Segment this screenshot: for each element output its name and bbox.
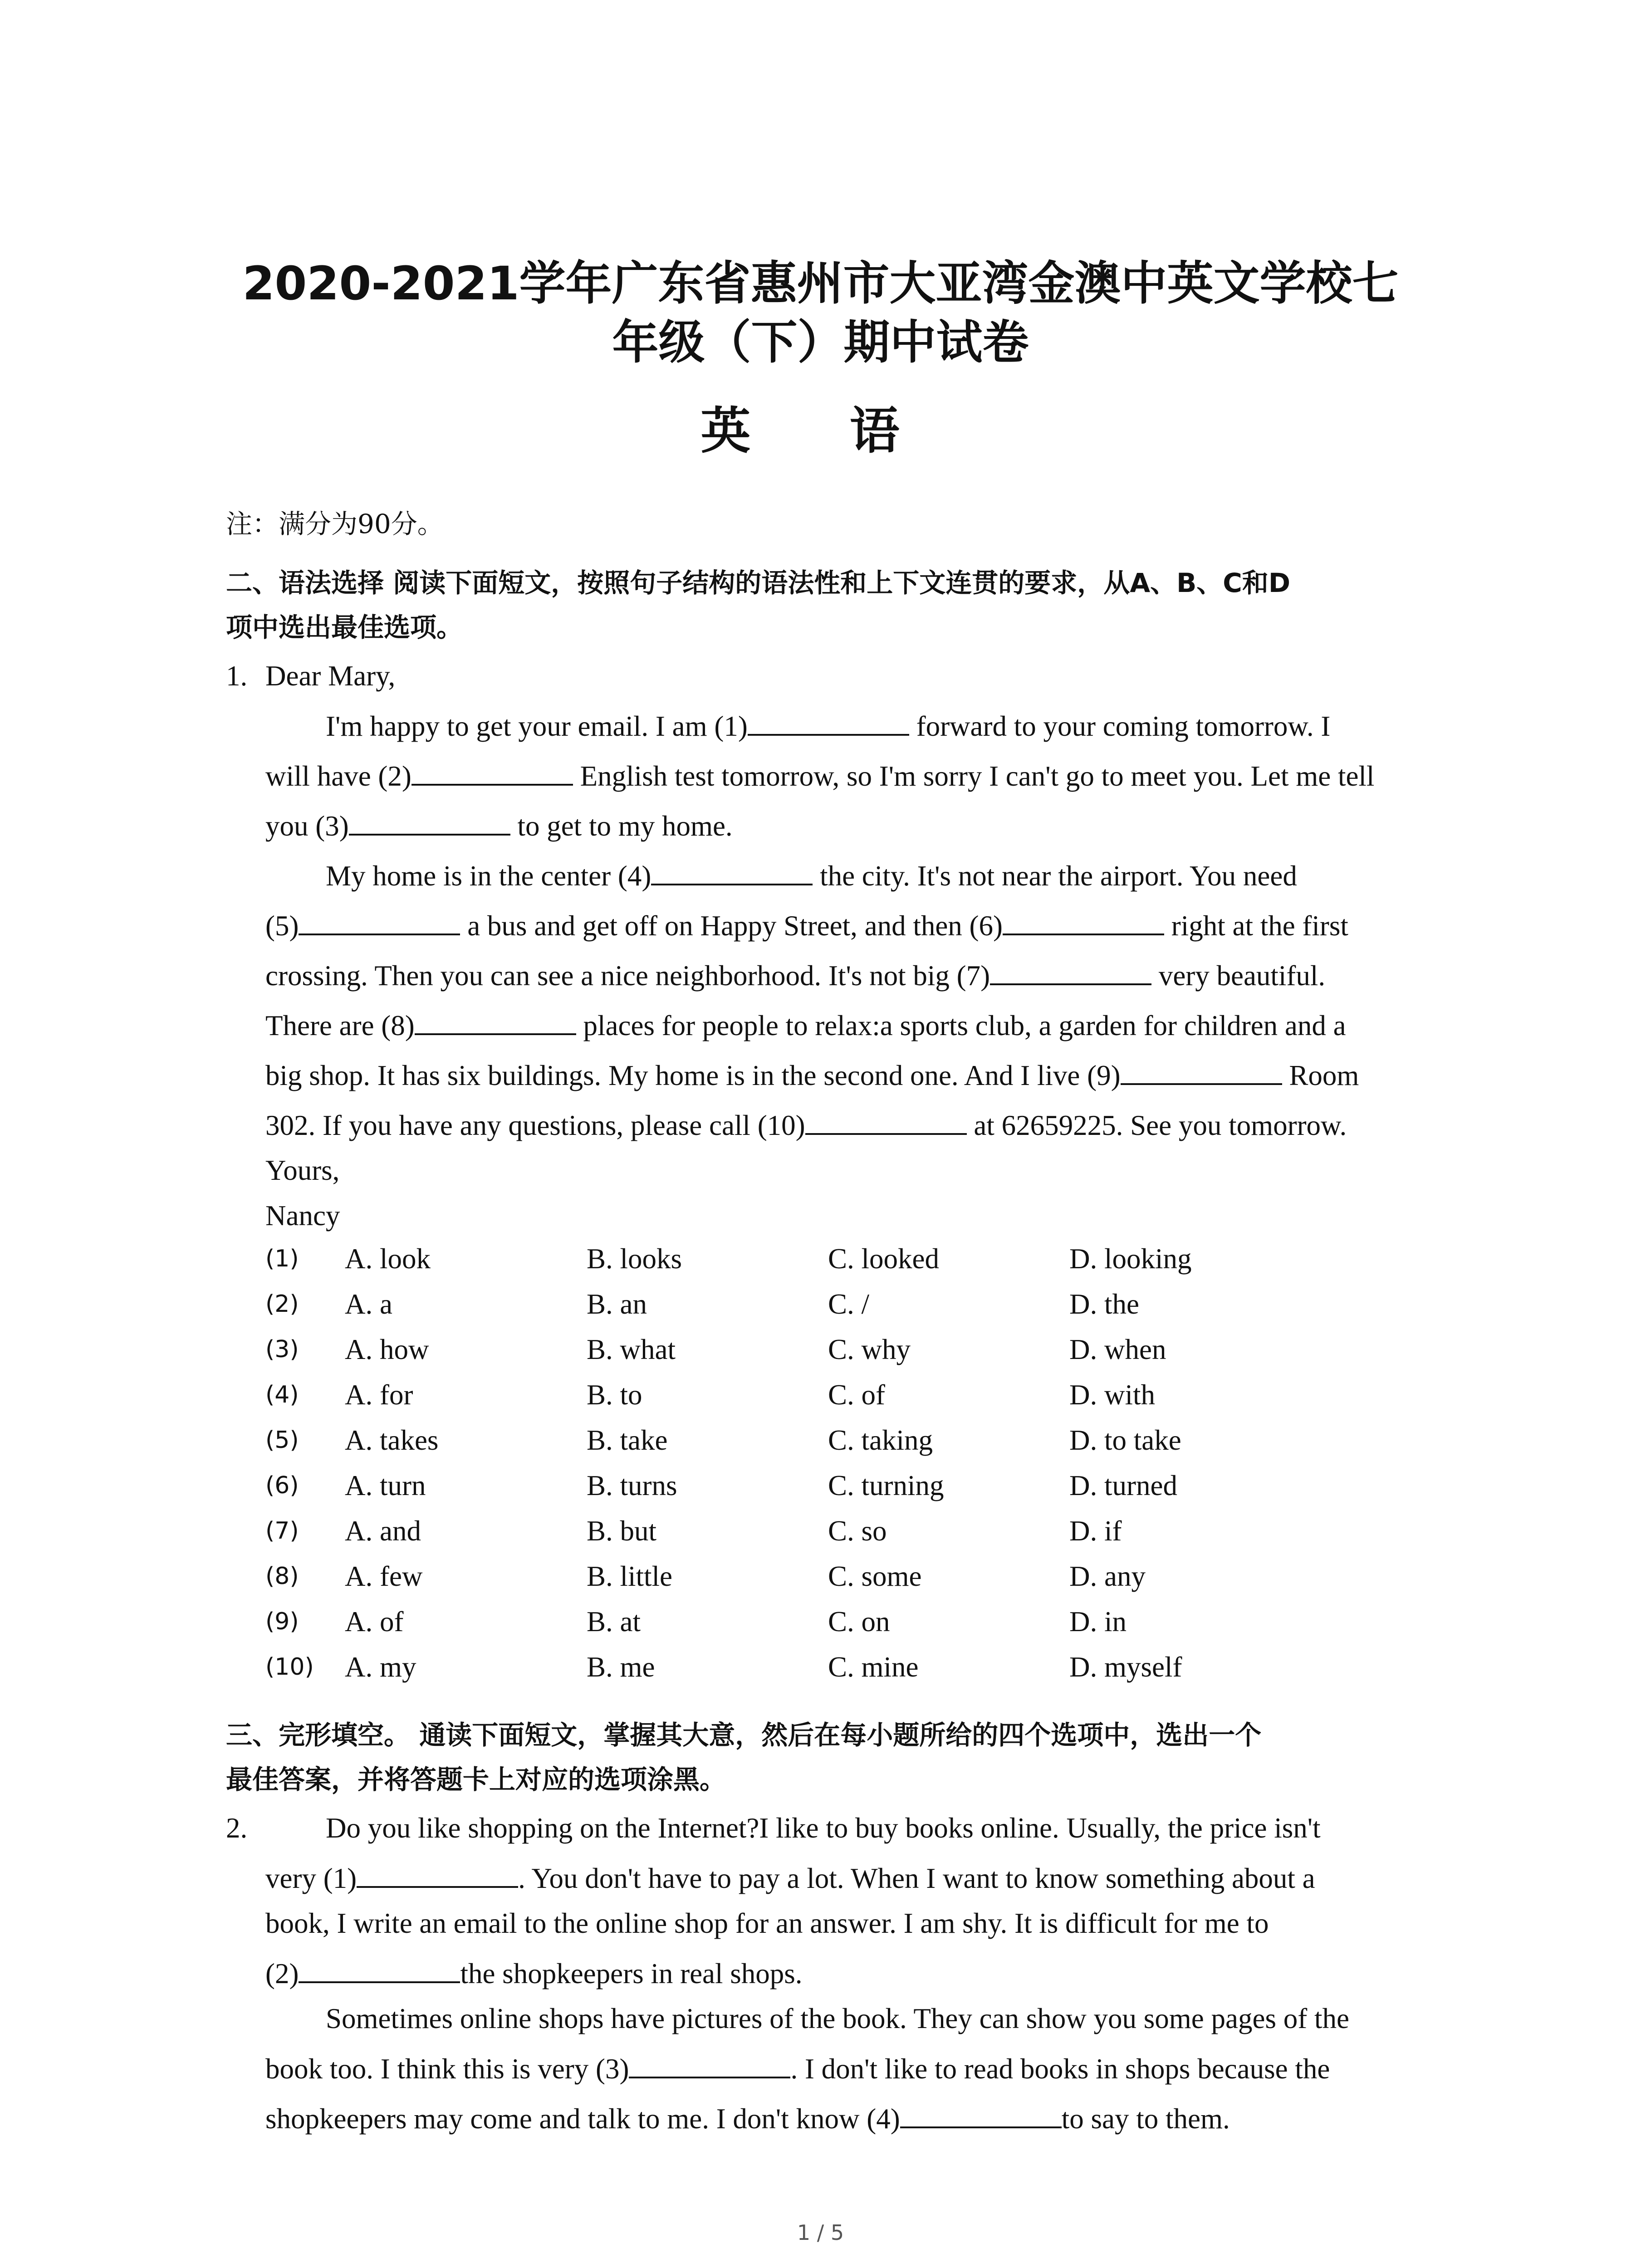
- option-d: D. to take: [1069, 1424, 1181, 1456]
- option-b: B. take: [587, 1424, 668, 1456]
- answer-blank: [900, 2100, 1062, 2128]
- letter-closing: Yours,: [265, 1154, 340, 1186]
- option-b: B. an: [587, 1288, 647, 1320]
- letter-signature: Nancy: [265, 1200, 340, 1232]
- passage-line: (2) the shopkeepers in real shops.: [265, 1955, 803, 1992]
- letter-greeting: Dear Mary,: [265, 660, 396, 692]
- answer-blank: [629, 2050, 790, 2078]
- passage-line: very (1) . You don't have to pay a lot. When I want to know something about a: [265, 1860, 1315, 1897]
- option-b: B. turns: [587, 1470, 677, 1501]
- answer-blank: [349, 807, 510, 836]
- option-b: B. what: [587, 1334, 676, 1365]
- passage-line: (5) a bus and get off on Happy Street, and then (6) right at the first: [265, 907, 1348, 944]
- answer-blank: [415, 1007, 576, 1035]
- answer-blank: [805, 1107, 967, 1135]
- exam-title-line1: 2020-2021学年广东省惠州市大亚湾金澳中英文学校七: [242, 257, 1399, 311]
- option-a: A. my: [345, 1651, 416, 1683]
- answer-blank: [748, 708, 909, 736]
- option-a: A. takes: [345, 1424, 439, 1456]
- option-a: A. and: [345, 1515, 421, 1547]
- option-c: C. looked: [828, 1243, 939, 1275]
- answer-blank: [411, 758, 573, 786]
- option-b: B. little: [587, 1560, 672, 1592]
- option-a: A. look: [345, 1243, 431, 1275]
- option-c: C. mine: [828, 1651, 919, 1683]
- section2-heading-line2: 项中选出最佳选项。: [226, 612, 463, 643]
- answer-blank: [1121, 1057, 1282, 1085]
- option-d: D. in: [1069, 1606, 1127, 1637]
- option-d: D. any: [1069, 1560, 1146, 1592]
- option-number: (4): [265, 1381, 299, 1408]
- passage-line: 302. If you have any questions, please call (10) at 62659225. See you tomorrow.: [265, 1107, 1347, 1144]
- passage-line: There are (8) places for people to relax:a sports club, a garden for children and a: [265, 1007, 1346, 1044]
- passage-line: book, I write an email to the online shop for an answer. I am shy. It is difficult for me to: [265, 1907, 1269, 1939]
- page-indicator: 1 / 5: [797, 2220, 844, 2245]
- option-number: (10): [265, 1653, 314, 1681]
- option-number: (7): [265, 1517, 299, 1545]
- section3-heading-line2: 最佳答案，并将答题卡上对应的选项涂黑。: [226, 1764, 726, 1795]
- answer-blank: [299, 907, 460, 935]
- answer-blank: [357, 1860, 518, 1888]
- passage-line: My home is in the center (4) the city. It's not near the airport. You need: [326, 857, 1297, 894]
- score-note: 注：满分为90分。: [226, 508, 444, 539]
- answer-blank: [299, 1955, 460, 1983]
- option-c: C. turning: [828, 1470, 944, 1501]
- passage-line: Do you like shopping on the Internet?I like to buy books online. Usually, the price isn't: [326, 1812, 1321, 1844]
- subject-heading: 英 语: [700, 402, 941, 460]
- answer-blank: [651, 857, 813, 885]
- question-number: 1.: [226, 660, 248, 692]
- option-number: (8): [265, 1563, 299, 1590]
- option-a: A. of: [345, 1606, 404, 1637]
- section2-heading-line1: 二、语法选择 阅读下面短文，按照句子结构的语法性和上下文连贯的要求，从A、B、C和D: [226, 567, 1291, 598]
- option-number: (1): [265, 1245, 299, 1272]
- option-b: B. to: [587, 1379, 642, 1411]
- answer-blank: [1003, 907, 1164, 935]
- passage-line: I'm happy to get your email. I am (1) forward to your coming tomorrow. I: [326, 708, 1330, 744]
- option-c: C. taking: [828, 1424, 933, 1456]
- option-d: D. myself: [1069, 1651, 1182, 1683]
- option-d: D. if: [1069, 1515, 1122, 1547]
- option-a: A. how: [345, 1334, 429, 1365]
- option-number: (6): [265, 1472, 299, 1499]
- option-d: D. looking: [1069, 1243, 1192, 1275]
- option-d: D. the: [1069, 1288, 1139, 1320]
- option-d: D. with: [1069, 1379, 1155, 1411]
- option-b: B. at: [587, 1606, 641, 1637]
- passage-line: big shop. It has six buildings. My home is in the second one. And I live (9) Room: [265, 1057, 1359, 1094]
- option-d: D. turned: [1069, 1470, 1177, 1501]
- passage-line: shopkeepers may come and talk to me. I don't know (4) to say to them.: [265, 2100, 1230, 2137]
- passage-line: will have (2) English test tomorrow, so I'm sorry I can't go to meet you. Let me tell: [265, 758, 1374, 794]
- option-c: C. why: [828, 1334, 911, 1365]
- option-b: B. me: [587, 1651, 655, 1683]
- option-c: C. on: [828, 1606, 890, 1637]
- option-c: C. /: [828, 1288, 870, 1320]
- answer-blank: [990, 957, 1151, 985]
- option-a: A. for: [345, 1379, 413, 1411]
- option-number: (9): [265, 1608, 299, 1635]
- option-c: C. some: [828, 1560, 922, 1592]
- option-c: C. of: [828, 1379, 885, 1411]
- passage-line: you (3) to get to my home.: [265, 807, 733, 844]
- option-number: (2): [265, 1290, 299, 1318]
- option-b: B. but: [587, 1515, 657, 1547]
- option-c: C. so: [828, 1515, 887, 1547]
- question-number: 2.: [226, 1812, 248, 1844]
- passage-line: Sometimes online shops have pictures of the book. They can show you some pages of the: [326, 2003, 1349, 2034]
- section3-heading-line1: 三、完形填空。 通读下面短文，掌握其大意，然后在每小题所给的四个选项中，选出一个: [226, 1720, 1262, 1750]
- option-number: (3): [265, 1336, 299, 1363]
- option-d: D. when: [1069, 1334, 1166, 1365]
- passage-line: crossing. Then you can see a nice neighborhood. It's not big (7) very beautiful.: [265, 957, 1325, 994]
- option-a: A. few: [345, 1560, 423, 1592]
- option-a: A. turn: [345, 1470, 426, 1501]
- exam-title-line2: 年级（下）期中试卷: [612, 316, 1029, 370]
- option-b: B. looks: [587, 1243, 682, 1275]
- option-number: (5): [265, 1427, 299, 1454]
- passage-line: book too. I think this is very (3) . I don't like to read books in shops because the: [265, 2050, 1330, 2087]
- option-a: A. a: [345, 1288, 392, 1320]
